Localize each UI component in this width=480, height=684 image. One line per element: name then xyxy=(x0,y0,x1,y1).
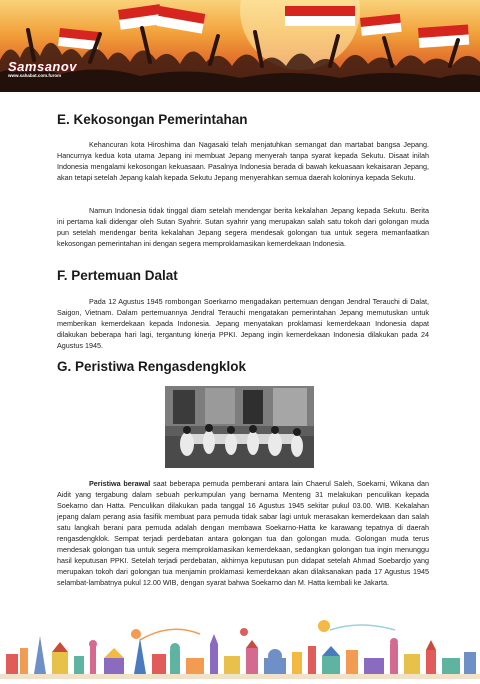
world-landmarks-illustration xyxy=(0,618,480,679)
site-logo xyxy=(8,60,77,82)
header-banner xyxy=(0,0,480,92)
flag-icon xyxy=(118,4,162,30)
section-e-paragraph-2: Namun Indonesia tidak tinggal diam setelah mendengar berita kekalahan Jepang kepada Sekutu. Berita ini pertama kali didengar oleh Sutan Syahrir. Sutan syahrir yang merupakan salah satu tokoh dari golongan muda pun setelah mendengar berita kekalahan Jepang segera mendesak golongan tua untuk segera memanfaatkan kekosongan pemerintahan ini dengan segera memproklamasikan kemerdekaan Indonesia. xyxy=(57,206,429,248)
section-g-heading: G. Peristiwa Rengasdengklok xyxy=(57,359,247,374)
eiffel-tower-icon xyxy=(134,638,146,674)
section-f-paragraph-1: Pada 12 Agustus 1945 rombongan Soerkarno mengadakan pertemuan dengan Jendral Terauchi di Dalat, Saigon, Vietnam. Dalam pertemuannya Jendral Terauchi mengatakan pemerintahan Jepang memutuskan untuk memberikan kemerdekaan kepada Indonesia. Jepang menyatakan proklamasi kemerdekaan Indonesia dapat dilakukan beberapa hari lagi, tergantung kinerja PPKI. Jepang ingin kemerdekaan Indonesia dilakukan pada 24 Agustus 1945. xyxy=(57,297,429,350)
section-e-paragraph-1: Kehancuran kota Hiroshima dan Nagasaki telah menjatuhkan semangat dan martabat bangsa Jepang. Hancurnya kedua kota utama Jepang ini membuat Jepang menyerah tanpa syarat kepada Sekutu. Disaat inilah Indonesia mengalami kekosongan kekuasaan. Pasalnya Indonesia berada di bawah kekuasaan kekaisaran Jepang, akan tetapi setelah Jepang kalah kepada Sekutu Jepang menyerahkan semua daerah koloninya kepada Sekutu. xyxy=(57,140,429,182)
balloon-icon xyxy=(131,629,141,639)
logo-tagline: www.sahabat.com.furom xyxy=(8,73,62,78)
clock-tower-icon xyxy=(210,644,218,674)
tower-icon xyxy=(34,636,46,674)
section-g-lead: Peristiwa berawal xyxy=(89,479,151,488)
section-g-text: saat beberapa pemuda pemberani antara lain Chaerul Saleh, Soekarni, Wikana dan Aidit yang tergabung dalam sebuah perkumpulan yang bernama Menteng 31 melakukan penculikan kepada Soekarno dan Hatta. Penculikan dilakukan pada tanggal 16 Agustus 1945 sekitar pukul 03.00. WIB. Kekalahan jepang dalam perang asia fasifik membuat para pemuda tidak sabar lagi untuk merasakan kemerdekaan dan salah satu langkah berani para pemuda adalah dengan membawa Soekarno-Hatta ke karawang tepatnya di daerah rengasdengklok. Sempat terjadi perdebatan antara golongan tua dan golongan muda. Golongan muda terus mendesak golongan tua untuk segera memproklamasikan kemerdekaan, sedangkan golongan tua ingin menunggu hasil keputusan PPKI. Setelah terjadi perdebatan, akhirnya keputusan pun didapat setelah Ahmad Soebardjo yang merupakan tokoh dari golongan tua menjamin proklamasi kemerdekaan akan dilaksanakan pada 17 Agustus 1945 selambat-lambatnya pukul 12.00 WIB, dengan syarat bahwa Soekarno dan M. Hatta kembali ke Jakarta. xyxy=(57,479,430,587)
historical-photo xyxy=(165,386,314,468)
section-e-heading: E. Kekosongan Pemerintahan xyxy=(57,112,248,127)
meeting-photo-illustration xyxy=(165,386,314,468)
sun-icon xyxy=(318,620,330,632)
footer-illustration xyxy=(0,618,480,679)
logo-text: Samsanov xyxy=(8,59,78,74)
section-g-paragraph-1 xyxy=(57,478,429,588)
section-f-heading: F. Pertemuan Dalat xyxy=(57,268,178,283)
